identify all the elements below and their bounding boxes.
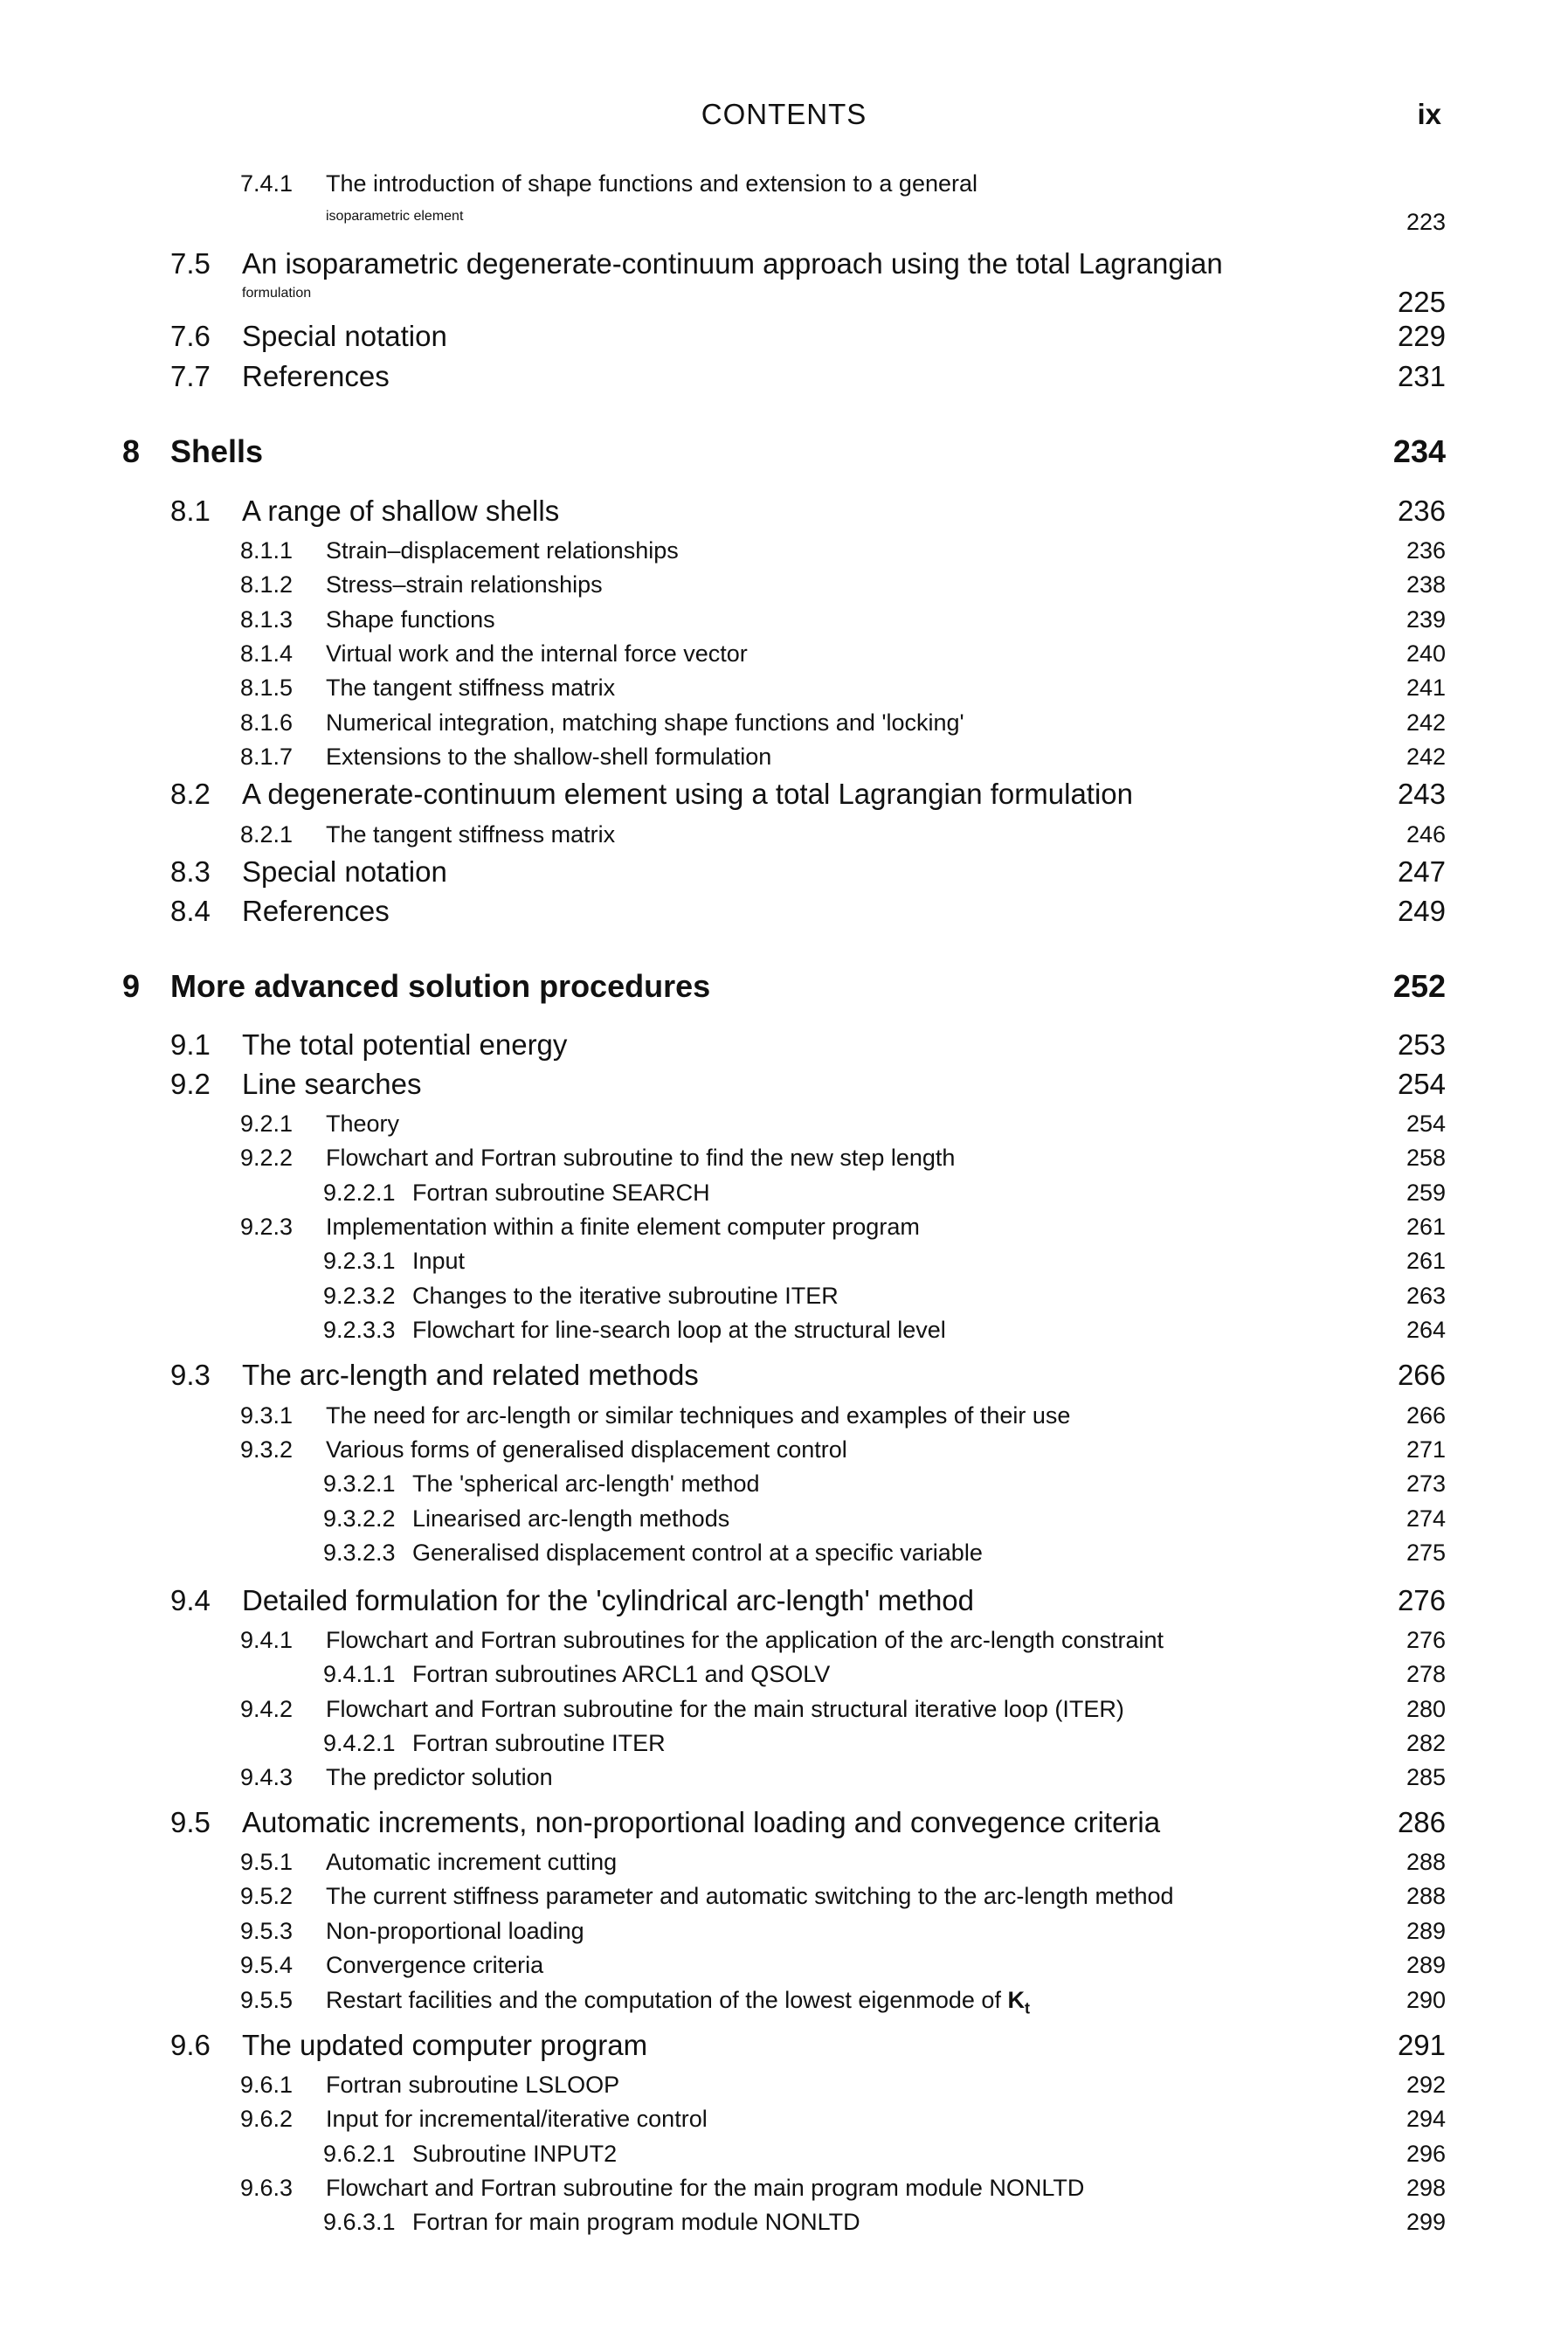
- toc-entry-number: 9.3.1: [240, 1402, 294, 1429]
- toc-entry-title: Special notation: [242, 855, 447, 888]
- toc-entry-number: 9.4.1.1: [323, 1661, 396, 1687]
- toc-entry-title: Special notation: [242, 320, 447, 352]
- toc-entry-title: More advanced solution procedures: [170, 968, 711, 1004]
- toc-entry-number: 8.1.2: [240, 571, 294, 598]
- toc-entry-number: 7.7: [170, 360, 211, 392]
- toc-entry-number: 9.6.1: [240, 2072, 294, 2098]
- toc-entry-page: 263: [1406, 1283, 1446, 1309]
- toc-entry-number: 9.2.2.1: [323, 1180, 396, 1206]
- toc-entry-sub: [0, 675, 1568, 709]
- toc-entry-title: Strain–displacement relationships: [326, 537, 679, 564]
- toc-entry-title: Flowchart for line-search loop at the structural level: [412, 1317, 946, 1343]
- toc-entry-title: Line searches: [242, 1068, 422, 1100]
- toc-entry-page: 259: [1406, 1180, 1446, 1206]
- toc-entry-section: [0, 495, 1568, 529]
- toc-entry-number: 8.3: [170, 855, 211, 888]
- toc-entry-number: 8.1.4: [240, 640, 294, 667]
- toc-entry-title: Restart facilities and the computation of the lowest eigenmode of $K_t$: [326, 1987, 1030, 2017]
- toc-entry-number: 9.2.3.1: [323, 1248, 396, 1274]
- toc-entry-sub: [0, 640, 1568, 675]
- toc-entry-title-continuation: formulation: [242, 286, 312, 301]
- toc-entry-number: 8.1.7: [240, 744, 294, 770]
- toc-entry-title: Flowchart and Fortran subroutine to find the new step length: [326, 1145, 956, 1171]
- toc-entry-title: The tangent stiffness matrix: [326, 821, 616, 848]
- toc-entry-section: [0, 855, 1568, 890]
- toc-entry-page: 288: [1406, 1883, 1446, 1909]
- running-header-page-number: ix: [1417, 98, 1441, 130]
- toc-entry-subsub: [0, 1283, 1568, 1318]
- toc-entry-section: [0, 2029, 1568, 2064]
- toc-entry-sub: [0, 1883, 1568, 1918]
- toc-entry-sub: [0, 606, 1568, 641]
- toc-entry-chapter: [0, 968, 1568, 1003]
- toc-entry-title: Shape functions: [326, 606, 495, 633]
- toc-entry-title: The total potential energy: [242, 1028, 568, 1061]
- toc-entry-title: A range of shallow shells: [242, 495, 560, 527]
- toc-entry-title: Stress–strain relationships: [326, 571, 603, 598]
- toc-entry-number: 8.1.3: [240, 606, 294, 633]
- running-header-title: CONTENTS: [701, 98, 867, 130]
- toc-entry-title: References: [242, 895, 390, 927]
- toc-entry-number: 9.2.3.3: [323, 1317, 396, 1343]
- toc-entry-section: [0, 1584, 1568, 1619]
- toc-entry-title: Fortran for main program module NONLTD: [412, 2209, 860, 2235]
- toc-entry-title: The current stiffness parameter and automatic switching to the arc-length method: [326, 1883, 1174, 1909]
- toc-entry-number: 8.1.6: [240, 709, 294, 736]
- toc-entry-page: 240: [1406, 640, 1446, 667]
- toc-entry-page: 239: [1406, 606, 1446, 633]
- toc-entry-number: 9.4.3: [240, 1764, 294, 1790]
- toc-entry-number: 9.2.3: [240, 1214, 294, 1240]
- toc-entry-title: Implementation within a finite element computer program: [326, 1214, 920, 1240]
- toc-entry-number: 9.3.2.3: [323, 1540, 396, 1566]
- toc-entry-page: 278: [1406, 1661, 1446, 1687]
- toc-entry-sub: [0, 1145, 1568, 1180]
- toc-entry-sub: [0, 709, 1568, 744]
- toc-entry-number: 9.3.2: [240, 1436, 294, 1463]
- toc-entry-sub: [0, 1918, 1568, 1953]
- toc-entry-section: [0, 895, 1568, 930]
- toc-entry-subsub: [0, 1180, 1568, 1214]
- toc-entry-number: 9.6.2: [240, 2106, 294, 2132]
- toc-entry-title: Input for incremental/iterative control: [326, 2106, 708, 2132]
- toc-entry-page: 254: [1397, 1068, 1446, 1100]
- toc-entry-title: Fortran subroutines ARCL1 and QSOLV: [412, 1661, 831, 1687]
- toc-entry-title: The predictor solution: [326, 1764, 553, 1790]
- toc-entry-number: 9.2.1: [240, 1111, 294, 1137]
- toc-entry-sub: [0, 2106, 1568, 2141]
- toc-entry-title: Shells: [170, 433, 264, 469]
- toc-entry-title: Fortran subroutine LSLOOP: [326, 2072, 620, 2098]
- toc-entry-page: 249: [1397, 895, 1446, 927]
- toc-entry-number: 9.5: [170, 1806, 211, 1838]
- toc-entry-title: Generalised displacement control at a specific variable: [412, 1540, 983, 1566]
- toc-entry-number: 9.4.1: [240, 1627, 294, 1653]
- toc-entry-subsub: [0, 2209, 1568, 2244]
- toc-entry-number: 9.6.3: [240, 2175, 294, 2201]
- toc-entry-page: 275: [1406, 1540, 1446, 1566]
- toc-entry-title: A degenerate-continuum element using a total Lagrangian formulation: [242, 778, 1134, 810]
- toc-entry-sub: [0, 821, 1568, 856]
- toc-entry-page: 266: [1406, 1402, 1446, 1429]
- toc-entry-title: Flowchart and Fortran subroutines for the application of the arc-length constraint: [326, 1627, 1164, 1653]
- toc-entry-page: 241: [1406, 675, 1446, 701]
- toc-entry-page: 261: [1406, 1214, 1446, 1240]
- toc-entry-title: Flowchart and Fortran subroutine for the main structural iterative loop (ITER): [326, 1696, 1124, 1722]
- toc-entry-section: [0, 1359, 1568, 1394]
- toc-entry-number: 9.6: [170, 2029, 211, 2061]
- toc-entry-page: 264: [1406, 1317, 1446, 1343]
- toc-entry-page: 291: [1397, 2029, 1446, 2061]
- toc-entry-subsub: [0, 1470, 1568, 1505]
- toc-entry-number: 8: [122, 433, 141, 469]
- toc-entry-number: 9.1: [170, 1028, 211, 1061]
- toc-entry-number: 7.4.1: [240, 170, 294, 197]
- toc-entry-page: 236: [1406, 537, 1446, 564]
- toc-entry-number: 9.2.2: [240, 1145, 294, 1171]
- toc-entry-page: 258: [1406, 1145, 1446, 1171]
- toc-entry-page: 242: [1406, 709, 1446, 736]
- toc-entry-section: [0, 320, 1568, 355]
- toc-entry-page: 252: [1392, 968, 1446, 1004]
- toc-entry-number: 7.5: [170, 247, 211, 280]
- toc-entry-title: Extensions to the shallow-shell formulation: [326, 744, 772, 770]
- toc-entry-title: Virtual work and the internal force vector: [326, 640, 748, 667]
- toc-entry-sub: [0, 1214, 1568, 1249]
- toc-entry-page: 285: [1406, 1764, 1446, 1790]
- toc-entry-title: Automatic increments, non-proportional loading and convegence criteria: [242, 1806, 1161, 1838]
- toc-entry-sub: [0, 1111, 1568, 1145]
- toc-entry-page: 246: [1406, 821, 1446, 848]
- toc-entry-title: The tangent stiffness matrix: [326, 675, 616, 701]
- toc-entry-number: 8.4: [170, 895, 211, 927]
- toc-entry-page: 289: [1406, 1952, 1446, 1978]
- toc-entry-page: 273: [1406, 1470, 1446, 1497]
- toc-entry-subsub: [0, 1730, 1568, 1765]
- toc-entry-page: 288: [1406, 1849, 1446, 1875]
- toc-entry-title: Fortran subroutine ITER: [412, 1730, 666, 1756]
- toc-entry-title: Fortran subroutine SEARCH: [412, 1180, 710, 1206]
- toc-entry-page: 280: [1406, 1696, 1446, 1722]
- toc-entry-subsub: [0, 2141, 1568, 2176]
- toc-entry-number: 9.2.3.2: [323, 1283, 396, 1309]
- toc-entry-page: 299: [1406, 2209, 1446, 2235]
- toc-entry-number: 9.5.3: [240, 1918, 294, 1944]
- toc-entry-title: An isoparametric degenerate-continuum approach using the total Lagrangian: [242, 247, 1223, 280]
- toc-entry-sub: [0, 2072, 1568, 2107]
- toc-entry-section: [0, 1028, 1568, 1063]
- toc-entry-number: 9.6.2.1: [323, 2141, 396, 2167]
- toc-entry-section: [0, 1068, 1568, 1103]
- toc-entry-page: 223: [1406, 209, 1446, 235]
- toc-entry-number: 9.5.2: [240, 1883, 294, 1909]
- toc-entry-page: 276: [1406, 1627, 1446, 1653]
- toc-entry-number: 8.1.1: [240, 537, 294, 564]
- toc-entry-subsub: [0, 1661, 1568, 1696]
- toc-entry-page: 243: [1397, 778, 1446, 810]
- toc-entry-number: 9.5.1: [240, 1849, 294, 1875]
- toc-entry-page: 298: [1406, 2175, 1446, 2201]
- toc-entry-title: Numerical integration, matching shape functions and 'locking': [326, 709, 964, 736]
- toc-entry-title: Automatic increment cutting: [326, 1849, 618, 1875]
- toc-entry-sub: [0, 537, 1568, 572]
- toc-entry-page: 234: [1392, 433, 1446, 469]
- toc-entry-page: 296: [1406, 2141, 1446, 2167]
- toc-entry-page: 254: [1406, 1111, 1446, 1137]
- toc-entry-page: 231: [1397, 360, 1446, 392]
- toc-entry-section: [0, 247, 1568, 318]
- toc-entry-page: 238: [1406, 571, 1446, 598]
- toc-entry-number: 9: [122, 968, 141, 1004]
- toc-entry-subsub: [0, 1540, 1568, 1574]
- toc-entry-page: 236: [1397, 495, 1446, 527]
- toc-entry-title: The introduction of shape functions and extension to a general: [326, 170, 978, 197]
- toc-entry-sub: [0, 1402, 1568, 1437]
- toc-entry-number: 8.2: [170, 778, 211, 810]
- toc-entry-title: Detailed formulation for the 'cylindrical arc-length' method: [242, 1584, 975, 1616]
- toc-entry-sub: [0, 1987, 1568, 2022]
- toc-entry-number: 8.2.1: [240, 821, 294, 848]
- toc-entry-title: Flowchart and Fortran subroutine for the main program module NONLTD: [326, 2175, 1085, 2201]
- toc-entry-page: 290: [1406, 1987, 1446, 2013]
- toc-entry-page: 289: [1406, 1918, 1446, 1944]
- toc-entry-sub: [0, 2175, 1568, 2210]
- toc-entry-title: References: [242, 360, 390, 392]
- toc-entry-title: Various forms of generalised displacement control: [326, 1436, 847, 1463]
- toc-entry-page: 271: [1406, 1436, 1446, 1463]
- toc-entry-sub: [0, 744, 1568, 778]
- toc-entry-page: 292: [1406, 2072, 1446, 2098]
- toc-entry-title: Subroutine INPUT2: [412, 2141, 618, 2167]
- toc-entry-page: 266: [1397, 1359, 1446, 1391]
- toc-entry-sub: [0, 1696, 1568, 1731]
- toc-entry-title: The arc-length and related methods: [242, 1359, 699, 1391]
- toc-entry-page: 294: [1406, 2106, 1446, 2132]
- toc-entry-title: Input: [412, 1248, 466, 1274]
- toc-entry-number: 9.3.2.2: [323, 1505, 396, 1532]
- toc-entry-sub: [0, 571, 1568, 606]
- toc-entry-title: Non-proportional loading: [326, 1918, 584, 1944]
- toc-entry-page: 242: [1406, 744, 1446, 770]
- toc-entry-sub: [0, 1952, 1568, 1987]
- toc-entry-sub: [0, 1764, 1568, 1799]
- toc-entry-title: Changes to the iterative subroutine ITER: [412, 1283, 839, 1309]
- toc-entry-section: [0, 360, 1568, 395]
- toc-entry-number: 8.1.5: [240, 675, 294, 701]
- toc-entry-number: 9.2: [170, 1068, 211, 1100]
- toc-entry-number: 9.5.4: [240, 1952, 294, 1978]
- toc-entry-page: 253: [1397, 1028, 1446, 1061]
- toc-entry-number: 8.1: [170, 495, 211, 527]
- toc-entry-number: 9.5.5: [240, 1987, 294, 2013]
- toc-entry-sub: [0, 1627, 1568, 1662]
- toc-entry-title: The need for arc-length or similar techniques and examples of their use: [326, 1402, 1071, 1429]
- toc-entry-title: The 'spherical arc-length' method: [412, 1470, 760, 1497]
- toc-entry-number: 9.4.2: [240, 1696, 294, 1722]
- toc-entry-subsub: [0, 1248, 1568, 1283]
- toc-entry-section: [0, 1806, 1568, 1841]
- toc-entry-number: 9.6.3.1: [323, 2209, 396, 2235]
- toc-entry-number: 9.3: [170, 1359, 211, 1391]
- toc-entry-number: 9.4.2.1: [323, 1730, 396, 1756]
- toc-entry-page: 286: [1397, 1806, 1446, 1838]
- toc-entry-title: Convergence criteria: [326, 1952, 544, 1978]
- toc-entry-title: The updated computer program: [242, 2029, 648, 2061]
- toc-entry-page: 225: [1397, 286, 1446, 318]
- toc-entry-chapter: [0, 433, 1568, 468]
- toc-entry-subsub: [0, 1317, 1568, 1352]
- toc-entry-sub: [0, 1436, 1568, 1471]
- toc-entry-title: Linearised arc-length methods: [412, 1505, 730, 1532]
- toc-entry-section: [0, 778, 1568, 813]
- toc-entry-number: 9.4: [170, 1584, 211, 1616]
- toc-entry-page: 229: [1397, 320, 1446, 352]
- toc-entry-page: 276: [1397, 1584, 1446, 1616]
- toc-entry-sub: [0, 170, 1568, 235]
- toc-entry-page: 261: [1406, 1248, 1446, 1274]
- toc-entry-subsub: [0, 1505, 1568, 1540]
- toc-entry-sub: [0, 1849, 1568, 1884]
- toc-entry-page: 282: [1406, 1730, 1446, 1756]
- toc-entry-title-continuation: isoparametric element: [326, 209, 464, 224]
- toc-entry-page: 247: [1397, 855, 1446, 888]
- toc-entry-title: Theory: [326, 1111, 400, 1137]
- toc-entry-number: 9.3.2.1: [323, 1470, 396, 1497]
- toc-entry-number: 7.6: [170, 320, 211, 352]
- toc-entry-page: 274: [1406, 1505, 1446, 1532]
